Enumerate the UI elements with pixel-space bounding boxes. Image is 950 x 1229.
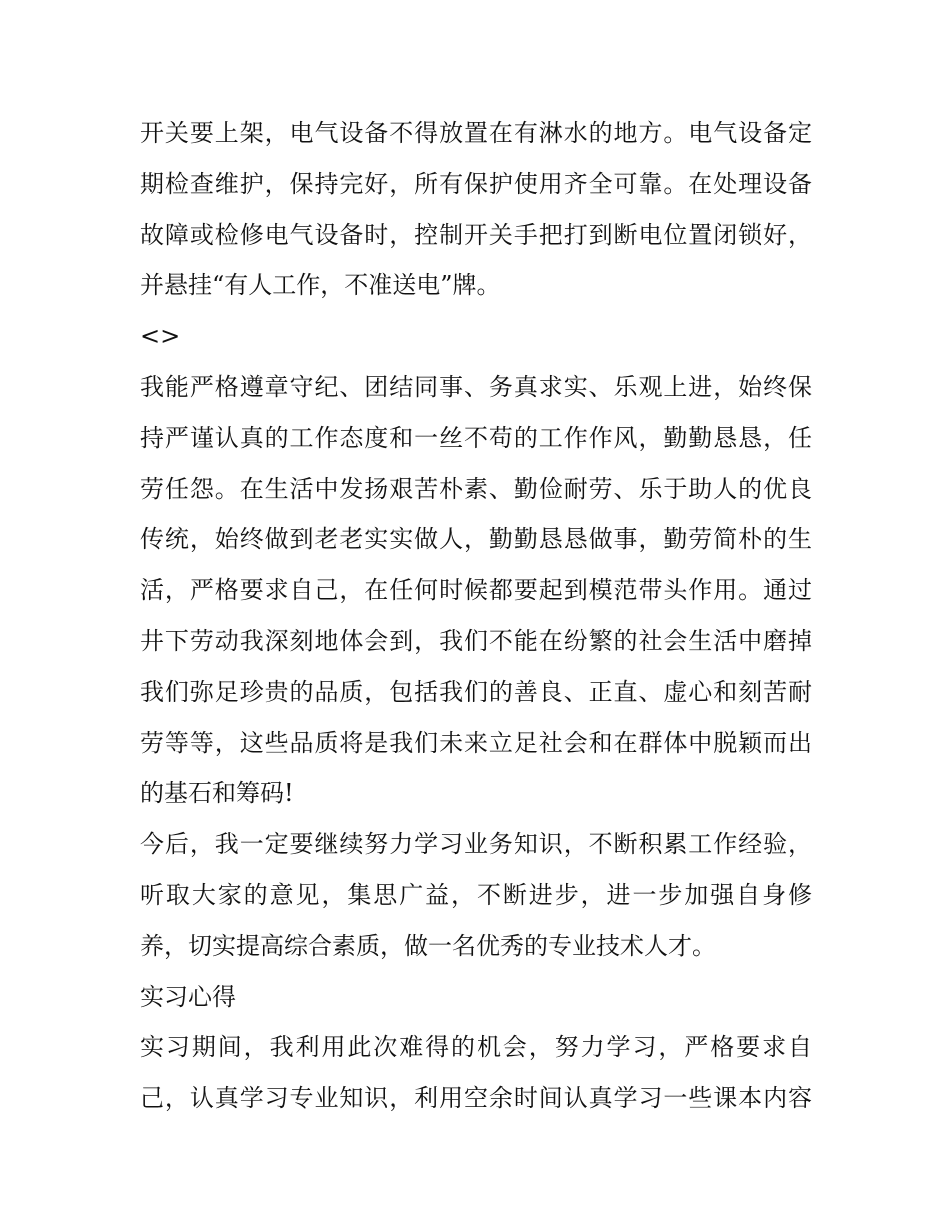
paragraph-electrical-safety <box>140 108 812 311</box>
text-line: 井下劳动我深刻地体会到，我们不能在纷繁的社会生活中磨掉 <box>140 626 812 655</box>
text-line: 期检查维护，保持完好，所有保护使用齐全可靠。在处理设备 <box>140 169 812 198</box>
text-line: 并悬挂“有人工作，不准送电”牌。 <box>140 271 501 300</box>
text-line: 己，认真学习专业知识，利用空余时间认真学习一些课本内容 <box>140 1084 812 1113</box>
text-line: 活，严格要求自己，在任何时候都要起到模范带头作用。通过 <box>140 576 812 605</box>
text-line: 今后，我一定要继续努力学习业务知识，不断积累工作经验， <box>140 830 812 859</box>
text-line: 劳等等，这些品质将是我们未来立足社会和在群体中脱颖而出 <box>140 728 812 757</box>
text-line: 我能严格遵章守纪、团结同事、务真求实、乐观上进，始终保 <box>140 372 812 401</box>
text-line: 故障或检修电气设备时，控制开关手把打到断电位置闭锁好， <box>140 220 812 249</box>
paragraph-internship <box>140 1022 812 1124</box>
text-line: 养，切实提高综合素质，做一名优秀的专业技术人才。 <box>140 931 716 960</box>
text-line: 实习期间，我利用此次难得的机会，努力学习，严格要求自 <box>140 1033 812 1062</box>
text-line: 开关要上架，电气设备不得放置在有淋水的地方。电气设备定 <box>140 119 812 147</box>
paragraph-self-discipline <box>140 362 812 819</box>
text-line: 的基石和筹码! <box>140 779 294 808</box>
text-line: 传统，始终做到老老实实做人，勤勤恳恳做事，勤劳简朴的生 <box>140 525 812 554</box>
paragraph-future-plan <box>140 819 812 971</box>
text-line: 我们弥足珍贵的品质，包括我们的善良、正直、虚心和刻苦耐 <box>140 677 812 706</box>
text-line: 持严谨认真的工作态度和一丝不苟的工作作风，勤勤恳恳，任 <box>140 423 812 452</box>
text-line: 听取大家的意见，集思广益，不断进步，进一步加强自身修 <box>140 880 812 909</box>
text-line: 劳任怨。在生活中发扬艰苦朴素、勤俭耐劳、乐于助人的优良 <box>140 474 812 503</box>
section-heading: 实习心得 <box>140 982 236 1011</box>
separator-mark: <> <box>140 322 181 351</box>
